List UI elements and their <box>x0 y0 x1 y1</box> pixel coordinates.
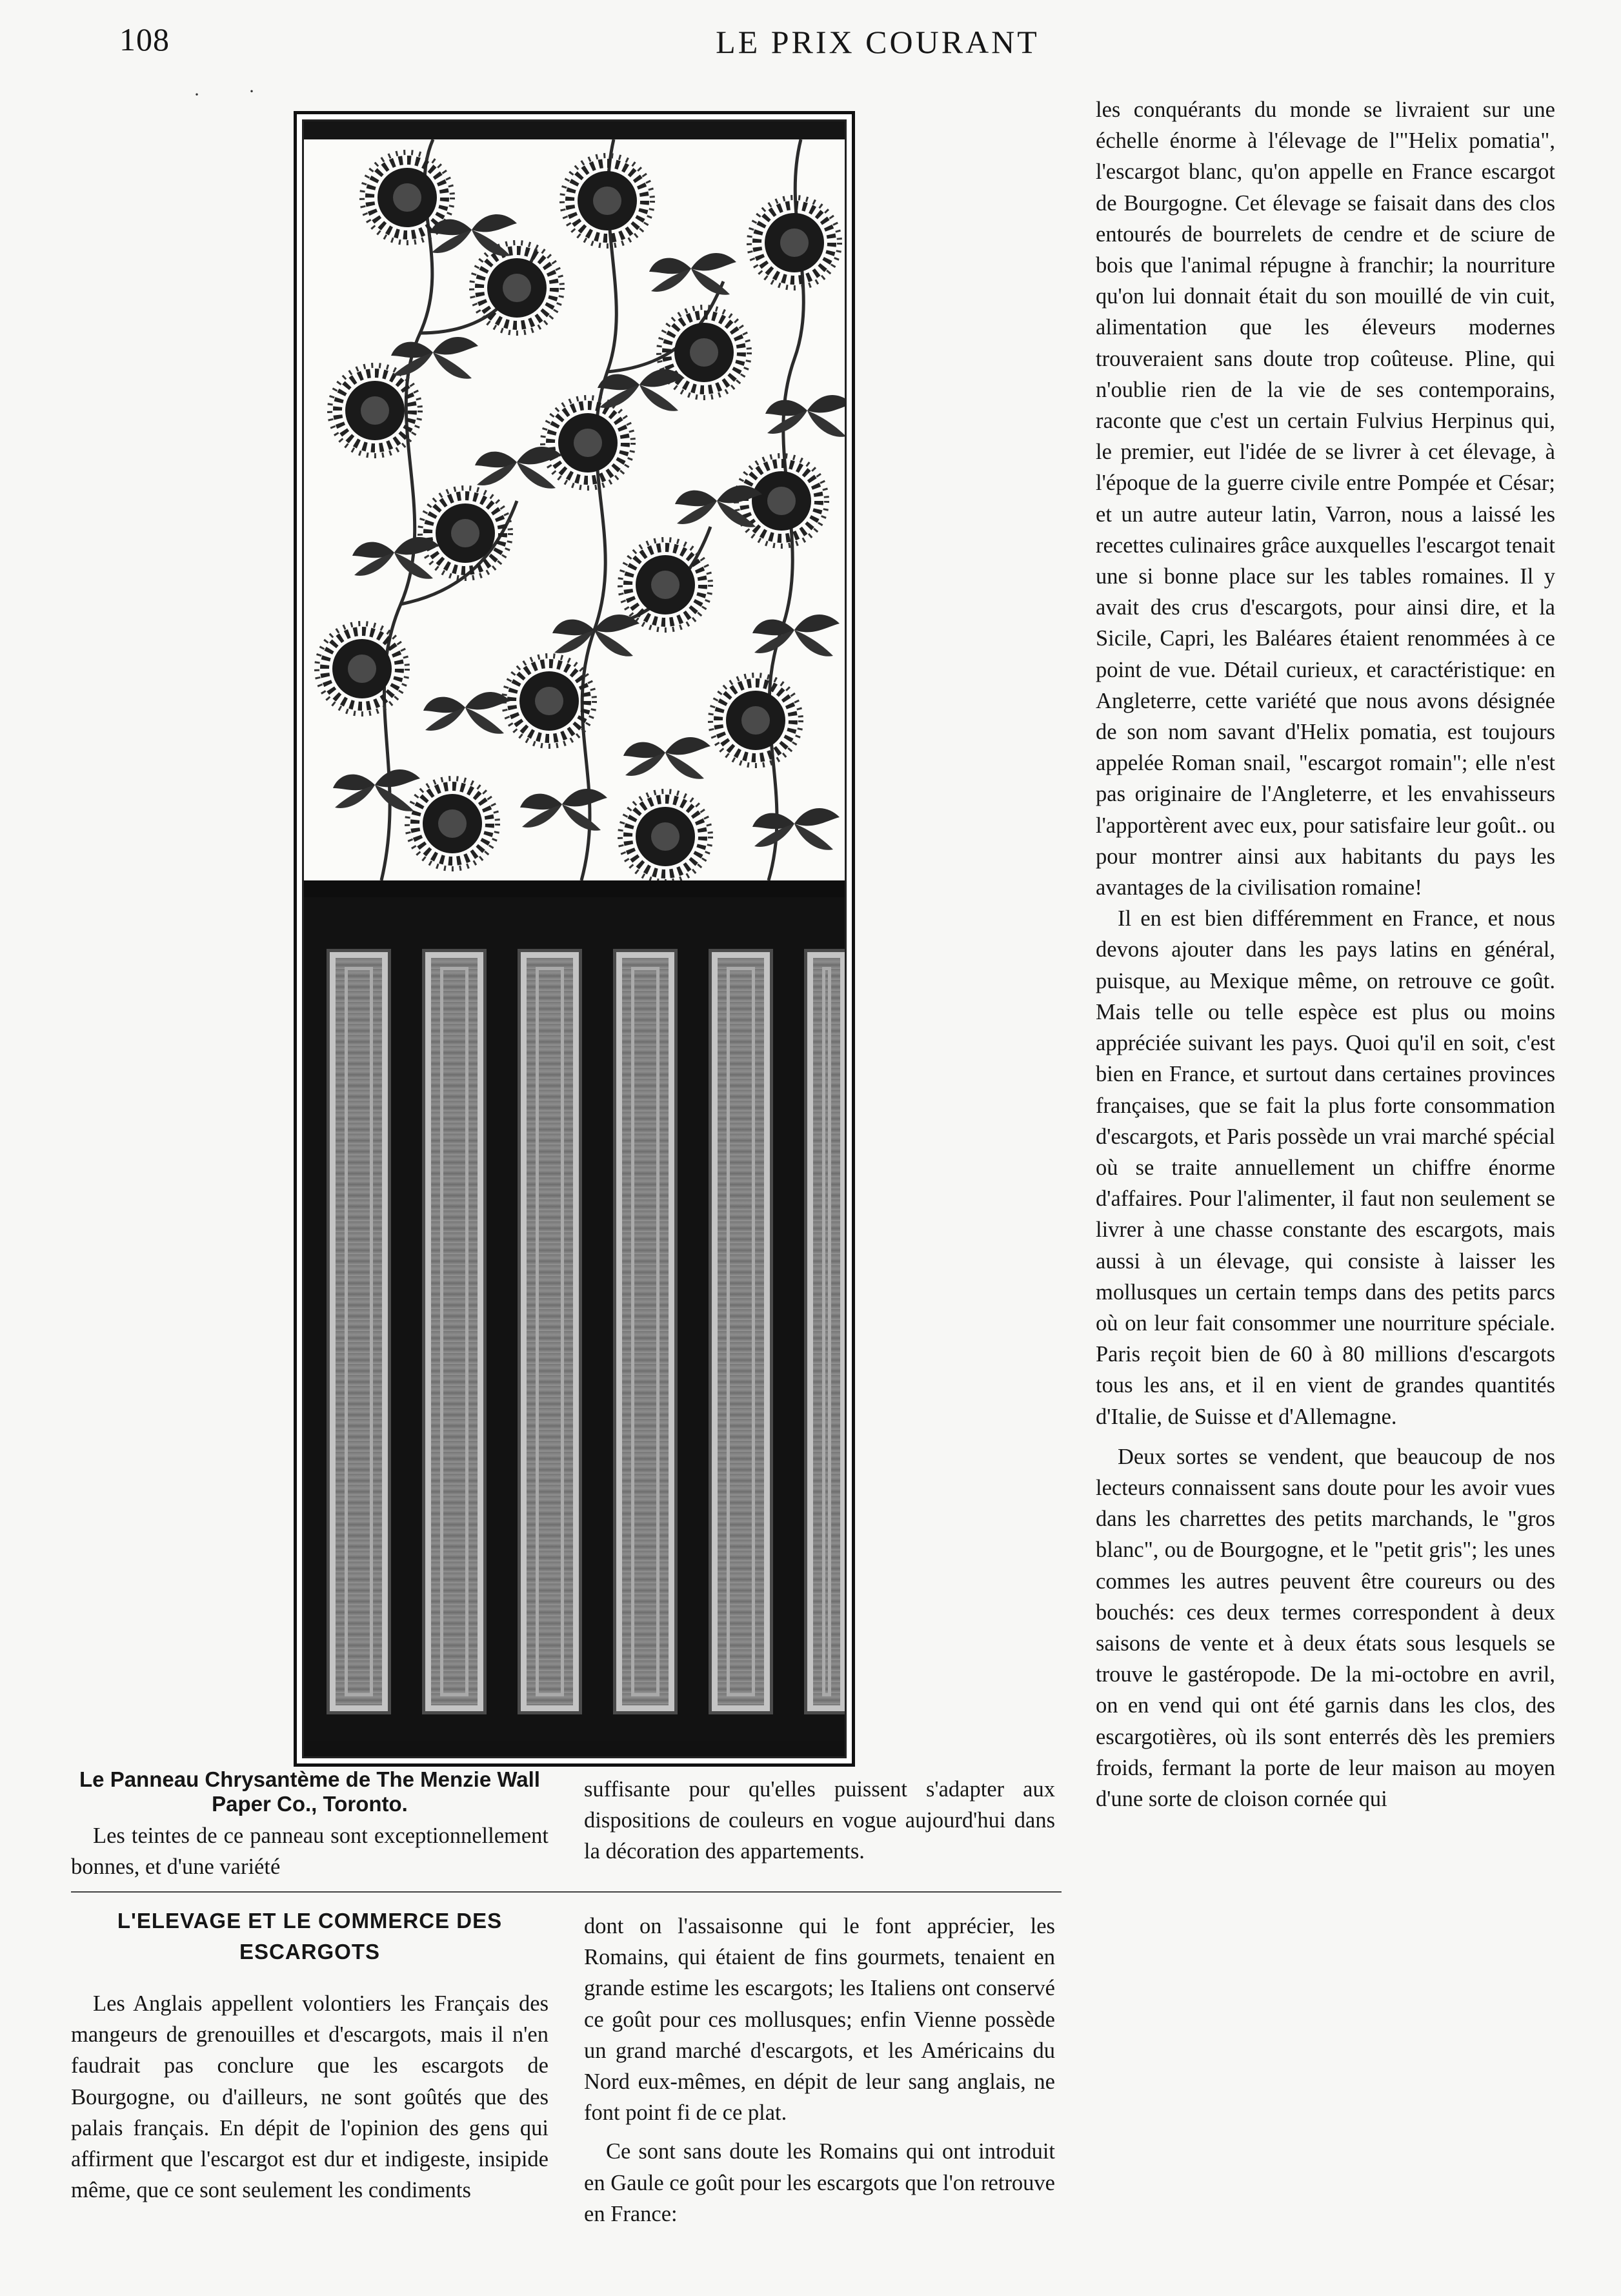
striped-dado-pattern <box>304 897 845 1756</box>
panel-top-band <box>304 121 845 139</box>
running-title: LE PRIX COURANT <box>716 24 1040 60</box>
panel-stripe <box>521 952 579 1711</box>
section-rule <box>71 1891 1062 1893</box>
floral-pattern-drawing <box>304 139 845 880</box>
article-column-middle <box>584 1911 1055 2230</box>
page-number: 108 <box>119 21 170 57</box>
caption-text-left <box>71 1820 549 1882</box>
print-speck: · <box>194 84 200 105</box>
panel-stripe <box>425 952 483 1711</box>
caption-text-middle <box>584 1774 1055 1867</box>
panel-divider-band <box>304 880 845 897</box>
article-paragraph: les conquérants du monde se livraient sur une échelle énorme à l'élevage de l'"Helix pomatia", l'escargot blanc, qu'on appelle en France escargot de Bourgogne. Cet élevage se faisait dans des clos entourés de bourrelets de cendre et de sciure de bois que l'animal répugne à franchir; la nourriture qu'on lui donnait était du son mouillé de vin cuit, alimentation que les éleveurs modernes trouveraient sans doute trop coûteuse. Pline, qui n'oublie rien de la vie de ses contemporains, raconte que c'est un certain Fulvius Herpinus qui, le premier, eut l'idée de se livrer à cet élevage, à l'époque de la guerre civile entre Pompée et César; et un autre auteur latin, Varron, nous a laissé les recettes culinaires grâce auxquelles l'escargot tenait une si bonne place sur les tables romaines. Il y avait des crus d'escargots, pour ainsi dire, et la Sicile, Capri, les Baléares étaient renommées à ce point de vue. Détail curieux, et caractéristique: en Angleterre, cette variété que nous avons désignée de son nom savant d'Helix pomatia, est toujours appelée Roman snail, "escargot romain"; elle n'est pas originaire de l'Angleterre, et les envahisseurs l'apportèrent avec eux, pour satisfaire leur goût.. ou pour montrer ainsi aux habitants du pays les avantages de la civilisation romaine! <box>1096 97 1555 900</box>
panel-stripe <box>712 952 770 1711</box>
article-paragraph: Les Anglais appellent volontiers les Français des mangeurs de grenouilles et d'escargots, mais il n'en faudrait pas conclure que les escargots de Bourgogne, ou d'ailleurs, ne sont goûtés que des palais français. En dépit de l'opinion des gens qui affirment que l'escargot est dur et indigeste, insipide même, que ce sont seulement les condiments <box>71 1991 549 2203</box>
article-paragraph: Il en est bien différemment en France, et nous devons ajouter dans les pays latins en général, puisque, au Mexique même, on retrouve ce goût. Mais telle ou telle espèce est plus ou moins appréciée suivant les pays. Quoi qu'il en soit, c'est bien en France, et surtout dans certaines provinces françaises, que se fait la plus forte consommation d'escargots, et Paris possède un vrai marché spécial où se traite annuellement un chiffre énorme d'affaires. Pour l'alimenter, il faut non seulement se livrer à une chasse constante des escargots, mais aussi à un élevage, qui consiste à laisser les mollusques un certain temps dans des petits parcs où on leur fait consommer une nourriture spéciale. Paris reçoit bien de 60 à 80 millions d'escargots tous les ans, et il en vient de grandes quantités d'Italie, de Suisse et d'Allemagne. <box>1096 906 1555 1429</box>
caption-paragraph: Les teintes de ce panneau sont exceptionnellement bonnes, et d'une variété <box>71 1824 549 1880</box>
panel-stripe <box>807 952 845 1711</box>
panel-stripe <box>330 952 388 1711</box>
illustration-caption: Le Panneau Chrysantème de The Menzie Wall Paper Co., Toronto. <box>79 1767 540 1816</box>
print-speck: · <box>248 81 255 102</box>
article-paragraph: dont on l'assaisonne qui le font apprécier, les Romains, qui étaient de fins gourmets, tenaient en grande estime les escargots; les Italiens ont conservé ce goût pour ces mollusques; enfin Vienne possède un grand marché d'escargots, et les Américains du Nord eux-mêmes, en dépit de leur sang anglais, ne font point fi de ce plat. <box>584 1914 1055 2126</box>
article-title: L'ELEVAGE ET LE COMMERCE DES ESCARGOTS <box>117 1909 503 1964</box>
panel-stripe <box>616 952 674 1711</box>
panel-bottom-band <box>304 1741 845 1756</box>
wallpaper-panel-illustration <box>294 111 855 1767</box>
caption-paragraph-continued: suffisante pour qu'elles puissent s'adapter aux dispositions de couleurs en vogue aujourd'hui dans la décoration des appartements. <box>584 1777 1055 1864</box>
chrysanthemum-floral-pattern <box>304 139 845 880</box>
article-column-right <box>1096 94 1555 1814</box>
article-column-left <box>71 1988 549 2206</box>
article-paragraph: Ce sont sans doute les Romains qui ont introduit en Gaule ce goût pour les escargots que l'on retrouve en France: <box>584 2139 1055 2226</box>
article-paragraph: Deux sortes se vendent, que beaucoup de nos lecteurs connaissent sans doute pour les avoir vues dans les charrettes des petits marchands, le "gros blanc", ou de Bourgogne, et le "petit gris"; les unes commes les autres peuvent être coureurs ou des bouchés: ces deux termes correspondent à deux saisons de vente et à deux états sous lesquels se trouve le gastéropode. De la mi-octobre en avril, on en vend qui ont été garnis dans les clos, des escargotières, où ils sont enterrés dès les premiers froids, fermant la porte de leur maison au moyen d'une sorte de cloison cornée qui <box>1096 1444 1555 1811</box>
